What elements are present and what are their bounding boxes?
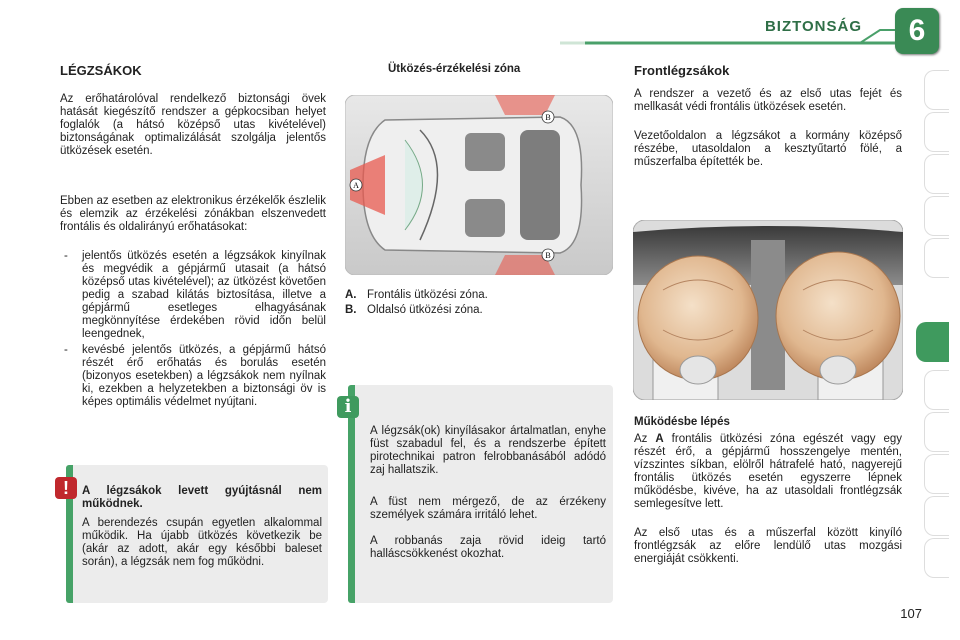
zone-label: B <box>545 113 551 122</box>
chapter-tab[interactable] <box>924 412 949 452</box>
diagram-heading: Ütközés-érzékelési zóna <box>388 63 521 75</box>
activation-paragraph: Az A frontális ütközési zóna egészét vagy egy részét érő, a gépjármű hosszengelye mentén, vízszintes síkban, elölről hátrafelé ható, nagyerejű frontális ütközés esetén egyszerre lépnek működésbe, kivéve, ha az utasoldali frontlégzsák semlegesítve lett. <box>634 433 902 510</box>
warning-text: A berendezés csupán egyetlen alkalommal működik. Ha újabb ütközés következik be (akár az adott, akár egy későbbi baleset során), a légzsák nem fog működni. <box>82 517 322 568</box>
frontal-paragraph: A rendszer a vezető és az első utas fejét és mellkasát védi frontális ütközések esetén. <box>634 88 902 113</box>
zone-label: A <box>353 181 359 190</box>
frontal-airbag-illustration <box>633 220 903 400</box>
chapter-tab[interactable] <box>924 154 949 194</box>
chapter-tab[interactable] <box>924 238 949 278</box>
bullet-list <box>60 250 326 409</box>
list-item: - jelentős ütközés esetén a légzsákok kinyílnak és megvédik a gépjármű utasait (a hátsó középső utas kivételével); az ütközést követően pedig a szabad kilátás biztosítása, illetve a gépjármű esetleges elhagyásának megkönnyítése érdekében rövid időn belül leengednek, <box>60 250 326 341</box>
passenger-paragraph: Az első utas és a műszerfal között kinyíló frontlégzsák az előre lendülő utas mozgási energiáját csökkenti. <box>634 527 902 565</box>
car-crash-zone-diagram <box>345 95 613 275</box>
chapter-tab[interactable] <box>924 496 949 536</box>
section-heading: LÉGZSÁKOK <box>60 63 142 78</box>
chapter-tab[interactable] <box>924 370 949 410</box>
chapter-tab[interactable] <box>924 454 949 494</box>
intro-paragraph: Az erőhatárolóval rendelkező biztonsági övek hatását kiegészítő rendszer a gépkocsiban helyet foglalók (a hátsó középső utas kivételével) biztonságának optimalizálását szolgálja jelentős ütközések esetén. <box>60 93 326 157</box>
chapter-tab-active[interactable] <box>916 322 949 362</box>
warning-icon: ! <box>55 477 77 499</box>
frontal-paragraph: Vezetőoldalon a légzsákot a kormány középső részébe, utasoldalon a kesztyűtartó fölé, a műszerfalba építették be. <box>634 130 902 168</box>
info-paragraph: A robbanás zaja rövid ideig tartó halláscsökkenést okozhat. <box>370 535 606 560</box>
page-number: 107 <box>900 606 922 621</box>
frontal-airbags-heading: Frontlégzsákok <box>634 63 730 78</box>
info-paragraph: A légzsák(ok) kinyílásakor ártalmatlan, enyhe füst szabadul fel, és a rendszerbe épített pirotechnikai patron felrobbanásából adódó zaj hallatszik. <box>370 425 606 476</box>
detection-paragraph: Ebben az esetben az elektronikus érzékelők észlelik és elemzik az érzékelési zónákban elszenvedett frontális és oldalirányú erőhatásokat: <box>60 195 326 233</box>
chapter-tab[interactable] <box>924 538 949 578</box>
warning-title: A légzsákok levett gyújtásnál nem működnek. <box>82 485 322 510</box>
info-paragraph: A füst nem mérgező, de az érzékeny személyek számára irritáló lehet. <box>370 496 606 521</box>
chapter-number-badge: 6 <box>895 8 939 54</box>
caption-row: A. Frontális ütközési zóna. <box>345 289 488 301</box>
diagram-caption <box>345 288 605 318</box>
info-icon: i <box>337 396 359 418</box>
zone-label: B <box>545 251 551 260</box>
chapter-tabs <box>924 70 960 575</box>
list-item: - kevésbé jelentős ütközés, a gépjármű hátsó részét érő erőhatás és borulás esetén (bizonyos esetekben) a légzsákok nem nyílnak ki, ezekben a helyzetekben a biztonsági öv is képes optimális védelmet nyújtani. <box>60 344 326 409</box>
activation-subheading: Működésbe lépés <box>634 416 730 428</box>
info-box <box>348 385 613 603</box>
caption-row: B. Oldalsó ütközési zóna. <box>345 304 483 316</box>
chapter-tab[interactable] <box>924 112 949 152</box>
chapter-tab[interactable] <box>924 70 949 110</box>
chapter-tab[interactable] <box>924 196 949 236</box>
warning-box <box>66 465 328 603</box>
section-title: BIZTONSÁG <box>764 18 862 35</box>
